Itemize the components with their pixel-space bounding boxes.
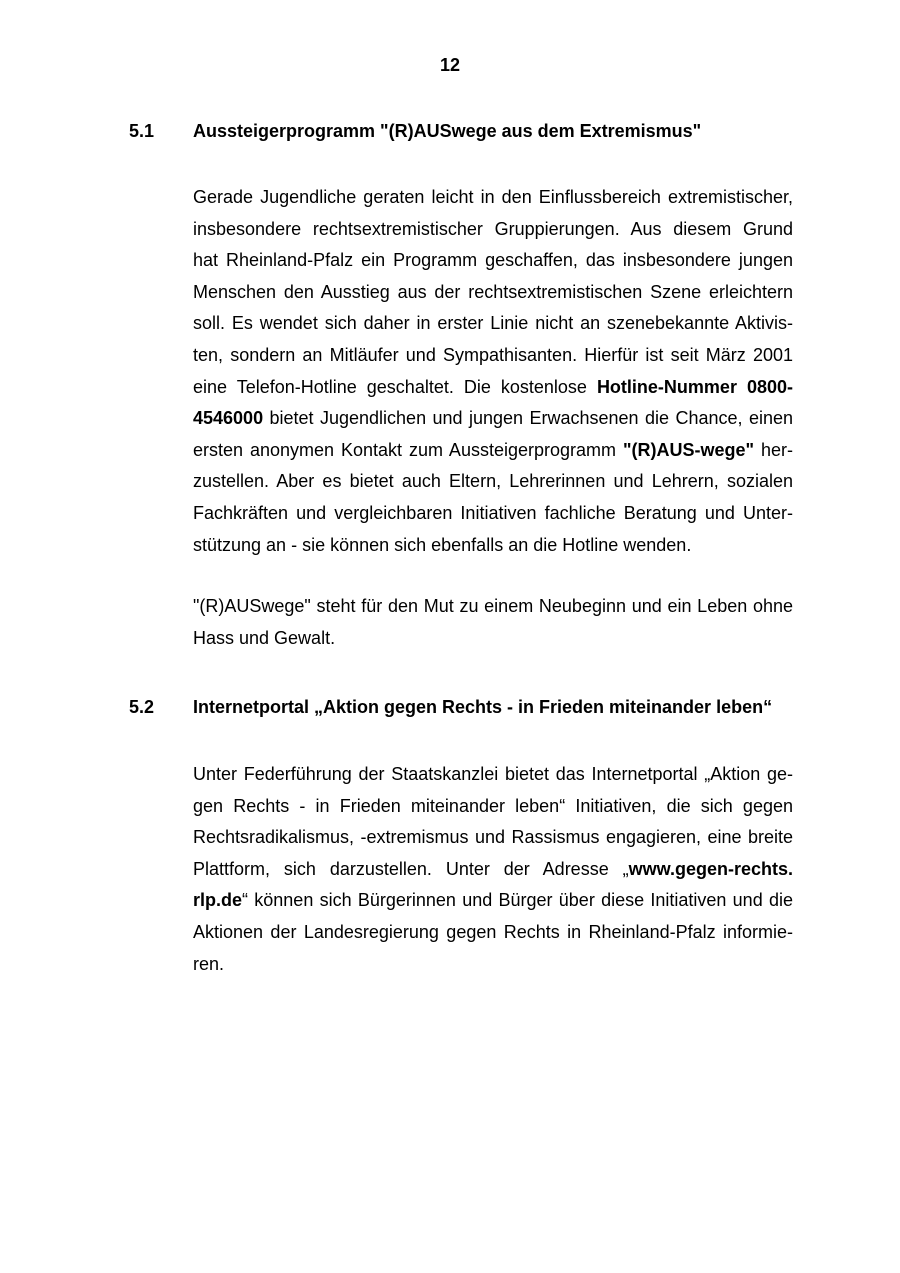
- page-number: 12: [439, 55, 461, 75]
- text-run: eine Telefon-Hotline geschaltet. Die kostenlose: [193, 376, 597, 397]
- program-name-text: "(R)AUS-wege": [622, 439, 755, 460]
- text-run: “ können sich Bürgerinnen und Bürger über diese Initiativen und die: [242, 890, 793, 911]
- text-line: gen Rechts - in Frieden miteinander leben“ Initiativen, die sich gegen: [193, 795, 793, 816]
- section-5-2-paragraph-1: [193, 759, 793, 980]
- section-number: 5.1: [129, 121, 155, 141]
- text-line: [193, 372, 793, 404]
- text-run: Plattform, sich darzustellen. Unter der Adresse „: [193, 858, 629, 879]
- text-line: Menschen den Ausstieg aus der rechtsextremistischen Szene erleichtern: [193, 281, 793, 302]
- section-5-1-paragraph-2: [193, 591, 793, 654]
- section-title: Aussteigerprogramm "(R)AUSwege aus dem Extremismus": [193, 121, 702, 141]
- text-line: [193, 403, 793, 435]
- text-line: Gerade Jugendliche geraten leicht in den Einflussbereich extremistischer,: [193, 187, 793, 207]
- text-line: Unter Federführung der Staatskanzlei bietet das Internetportal „Aktion ge-: [193, 764, 793, 784]
- text-run: ersten anonymen Kontakt zum Aussteigerprogramm: [193, 439, 623, 460]
- text-line: Hass und Gewalt.: [193, 627, 336, 648]
- text-line: "(R)AUSwege" steht für den Mut zu einem Neubeginn und ein Leben ohne: [193, 596, 793, 616]
- text-run: her-: [754, 439, 793, 460]
- text-line: ten, sondern an Mitläufer und Sympathisanten. Hierfür ist seit März 2001: [193, 344, 793, 365]
- text-line: [193, 435, 793, 467]
- text-line: Rechtsradikalismus, -extremismus und Rassismus engagieren, eine breite: [193, 827, 793, 848]
- text-line: soll. Es wendet sich daher in erster Linie nicht an szenebekannte Aktivis-: [193, 313, 793, 334]
- text-line: zustellen. Aber es bietet auch Eltern, Lehrerinnen und Lehrern, sozialen: [193, 471, 793, 492]
- hotline-number-text: Hotline-Nummer 0800-: [596, 376, 793, 397]
- text-line: insbesondere rechtsextremistischer Gruppierungen. Aus diesem Grund: [193, 218, 793, 239]
- web-address-text: www.gegen-rechts.: [628, 858, 793, 879]
- text-line: [193, 854, 793, 886]
- text-run: bietet Jugendlichen und jungen Erwachsenen die Chance, einen: [263, 408, 793, 429]
- text-line: Aktionen der Landesregierung gegen Rechts in Rheinland-Pfalz informie-: [193, 921, 793, 942]
- web-address-text: rlp.de: [193, 890, 243, 911]
- section-5-1-paragraph-1: [193, 182, 793, 561]
- text-line: hat Rheinland-Pfalz ein Programm geschaffen, das insbesondere jungen: [193, 250, 793, 271]
- hotline-number-text: 4546000: [193, 408, 264, 429]
- text-line: [193, 885, 793, 917]
- text-line: stützung an - sie können sich ebenfalls an die Hotline wenden.: [193, 534, 692, 555]
- section-number: 5.2: [129, 697, 155, 717]
- text-line: ren.: [193, 953, 225, 974]
- section-title: Internetportal „Aktion gegen Rechts - in Frieden miteinander leben“: [193, 697, 773, 717]
- text-line: Fachkräften und vergleichbaren Initiativen fachliche Beratung und Unter-: [193, 502, 793, 523]
